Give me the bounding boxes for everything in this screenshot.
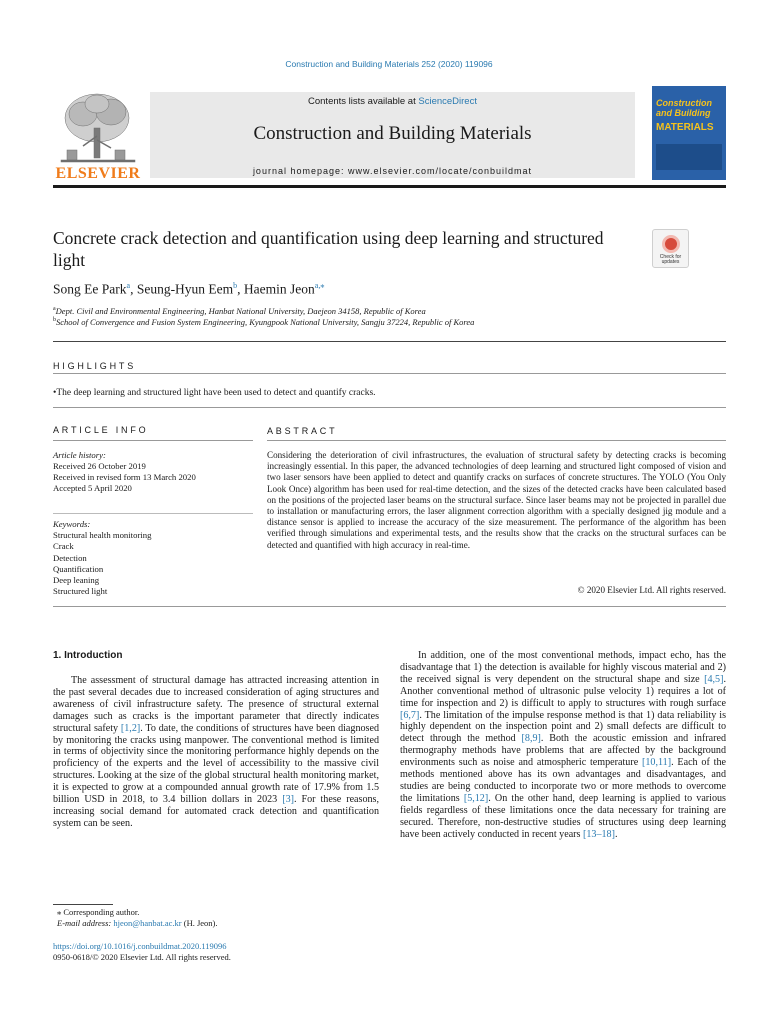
- footnote: [53, 907, 218, 929]
- abstract-heading: ABSTRACT: [267, 426, 338, 436]
- body-text: In addition, one of the most conventional methods, impact echo, has the disadvantage that 1) the detection is available for highly viscous material and 2) the received signal is very dependent on the structural shape and size: [400, 650, 726, 685]
- author-name[interactable]: Seung-Hyun Eem: [136, 281, 234, 297]
- body-column-left: [53, 675, 379, 830]
- affiliation-text: School of Convergence and Fusion System Engineering, Kyungpook National University, Sangju 37224, Republic of Korea: [56, 317, 475, 327]
- keywords-label: Keywords:: [53, 519, 91, 529]
- contents-prefix: Contents lists available at: [308, 96, 419, 107]
- divider: [53, 407, 726, 408]
- journal-reference[interactable]: Construction and Building Materials 252 (2020) 119096: [285, 59, 493, 69]
- elsevier-logo[interactable]: [53, 88, 143, 180]
- divider: [53, 341, 726, 342]
- paragraph: [400, 650, 726, 841]
- article-history: [53, 450, 253, 494]
- paper-title: Concrete crack detection and quantification using deep learning and structured light: [53, 228, 604, 270]
- keyword: Structural health monitoring: [53, 530, 152, 541]
- keyword: Structured light: [53, 586, 108, 597]
- author-separator: ,: [237, 281, 244, 297]
- citation-link[interactable]: [1,2]: [120, 722, 141, 734]
- bullet-icon: •: [53, 388, 57, 398]
- doi-link[interactable]: https://doi.org/10.1016/j.conbuildmat.2020.119096: [53, 941, 227, 951]
- keywords: [53, 519, 253, 597]
- body-text: . Both the acoustic emission and infrared thermography methods have problems that are affected by the background environments such as noise and atmospheric temperature: [400, 733, 726, 769]
- keyword: Deep leaning: [53, 575, 100, 586]
- header-rule: [53, 185, 726, 188]
- journal-header: [53, 86, 726, 181]
- divider: [53, 606, 726, 607]
- doi-block: [53, 941, 231, 963]
- article-info-heading: ARTICLE INFO: [53, 425, 149, 435]
- paragraph: [53, 675, 379, 830]
- body-text: . For these reasons, increasing social demand for automated crack detection and quantification system can be seen.: [53, 794, 380, 829]
- corresponding-author-note: ⁎ Corresponding author.: [57, 907, 140, 917]
- check-for-updates-button[interactable]: [652, 229, 689, 268]
- check-updates-label: Check for updates: [659, 254, 682, 265]
- author-affil-marker[interactable]: a,⁎: [314, 281, 325, 290]
- author-affil-marker[interactable]: a: [126, 281, 131, 290]
- body-text: . On the other hand, deep learning is applied to various fields regardless of these limitations once the data necessary for training are secured. Therefore, non-destructive studies of structures using deep learning have been actively conducted in recent years: [400, 792, 726, 840]
- divider: [53, 440, 253, 441]
- keyword: Detection: [53, 552, 87, 563]
- issn-copyright: 0950-0618/© 2020 Elsevier Ltd. All rights reserved.: [53, 952, 231, 962]
- cover-subtitle: MATERIALS: [656, 122, 714, 133]
- body-column-right: [400, 650, 726, 841]
- citation-link[interactable]: [5,12]: [463, 792, 489, 804]
- citation-link[interactable]: [3]: [282, 794, 294, 806]
- body-text: . The limitation of the impulse response method is that 1) data reliability is highly dependent on the inspection point and 2) small defects are difficult to detect through the method: [400, 709, 726, 745]
- author-name[interactable]: Haemin Jeon: [243, 281, 315, 297]
- check-updates-icon: [662, 235, 680, 253]
- author-name[interactable]: Song Ee Park: [53, 281, 127, 297]
- history-revised: Received in revised form 13 March 2020: [53, 472, 196, 482]
- body-text: . Each of the methods mentioned above has its own advantages and disadvantages, and studies are being conducted to incorporate two or more methods to overcome the limitations: [400, 757, 726, 804]
- body-text: The assessment of structural damage has attracted increasing attention in the past several decades due to increased consideration of aging structures and awareness of civil infrastructure safety. The presence of structural external damages such as cracks is the important parameter that directly indicates structural safety: [53, 675, 379, 734]
- footnote-rule: [53, 904, 113, 905]
- divider: [267, 440, 726, 441]
- affiliation: [53, 306, 426, 316]
- cover-title: Construction and Building: [656, 98, 712, 118]
- author-affil-marker[interactable]: b: [233, 281, 238, 290]
- citation-link[interactable]: [4,5]: [704, 673, 724, 685]
- body-text: . To date, the conditions of structures have been diagnosed by monitoring the cracks using manpower. The conventional method is limited in terms of objectivity since the monitoring performance highly depends on the proficiency of the experts and the level of accessibility to the massive civil structures. Looking at the size of the global structural health monitoring market, it is expected to grow at a compounded annual growth rate of 17.9% from 1.5 billion USD in 2018, to 3.4 billion dollars in 2023: [53, 722, 379, 806]
- elsevier-wordmark: ELSEVIER: [55, 165, 141, 182]
- email-link[interactable]: hjeon@hanbat.ac.kr: [113, 918, 182, 928]
- abstract-copyright: © 2020 Elsevier Ltd. All rights reserved.: [577, 585, 726, 595]
- history-accepted: Accepted 5 April 2020: [53, 483, 132, 493]
- contents-line: [150, 96, 635, 107]
- affiliation-marker: b: [53, 317, 56, 324]
- keyword: Crack: [53, 541, 74, 552]
- header-box: [150, 92, 635, 178]
- cover-image: [656, 144, 722, 170]
- highlights-heading: HIGHLIGHTS: [53, 361, 137, 371]
- author-separator: ,: [130, 281, 137, 297]
- sciencedirect-link[interactable]: ScienceDirect: [418, 96, 477, 107]
- affiliation-text: Dept. Civil and Environmental Engineering, Hanbat National University, Daejeon 34158, Republic of Korea: [55, 306, 426, 316]
- highlight-text: The deep learning and structured light have been used to detect and quantify cracks.: [56, 388, 376, 398]
- author-list: [53, 281, 324, 298]
- history-label: Article history:: [53, 450, 106, 460]
- email-suffix: (H. Jeon).: [181, 918, 218, 928]
- journal-title: Construction and Building Materials: [253, 123, 532, 144]
- body-text: . Another conventional method of ultrasonic pulse velocity 1) requires a lot of time for inspection and 2) is difficult to apply to structures with rough surface: [400, 673, 726, 709]
- email-line: [53, 918, 218, 929]
- email-label: E-mail address:: [57, 918, 114, 928]
- keyword: Quantification: [53, 563, 104, 574]
- journal-homepage[interactable]: journal homepage: www.elsevier.com/locate/conbuildmat: [252, 166, 533, 176]
- citation-link[interactable]: [10,11]: [642, 757, 672, 769]
- history-received: Received 26 October 2019: [53, 461, 146, 471]
- body-text: .: [614, 828, 618, 840]
- affiliation: [53, 317, 474, 327]
- journal-cover[interactable]: [652, 86, 726, 180]
- citation-link[interactable]: [8,9]: [521, 733, 541, 745]
- divider: [53, 513, 253, 514]
- citation-link[interactable]: [13–18]: [583, 828, 615, 840]
- highlight-item: [53, 388, 376, 398]
- affiliation-marker: a: [53, 306, 56, 313]
- divider: [53, 373, 726, 374]
- abstract-text: Considering the deterioration of civil infrastructures, the evaluation of structural safety by detecting cracks is becoming increasingly essential. In this paper, the advanced technologies of deep learning and structured light composed of vision and two laser sensors have been applied to detect and quantify cracks on surfaces of concrete structures. The YOLO (You Only Look Once) algorithm has been used for real-time detection, and the sizes of the detected cracks have been calculated based on the positions of the projected laser beams on the structural surface. Since laser beams may not be projected in parallel due to installation or manufacturing errors, the laser alignment correction algorithm with a specially designed jig module and a distance sensor is applied to increase the accuracy of the size measurement. The performance of the algorithm has been verified through simulations and experimental tests, and the results show that the cracks on the structural surfaces can be detected and quantified with high accuracy in real-time.: [267, 450, 726, 550]
- section-heading: 1. Introduction: [53, 650, 123, 661]
- citation-link[interactable]: [6,7]: [400, 709, 420, 721]
